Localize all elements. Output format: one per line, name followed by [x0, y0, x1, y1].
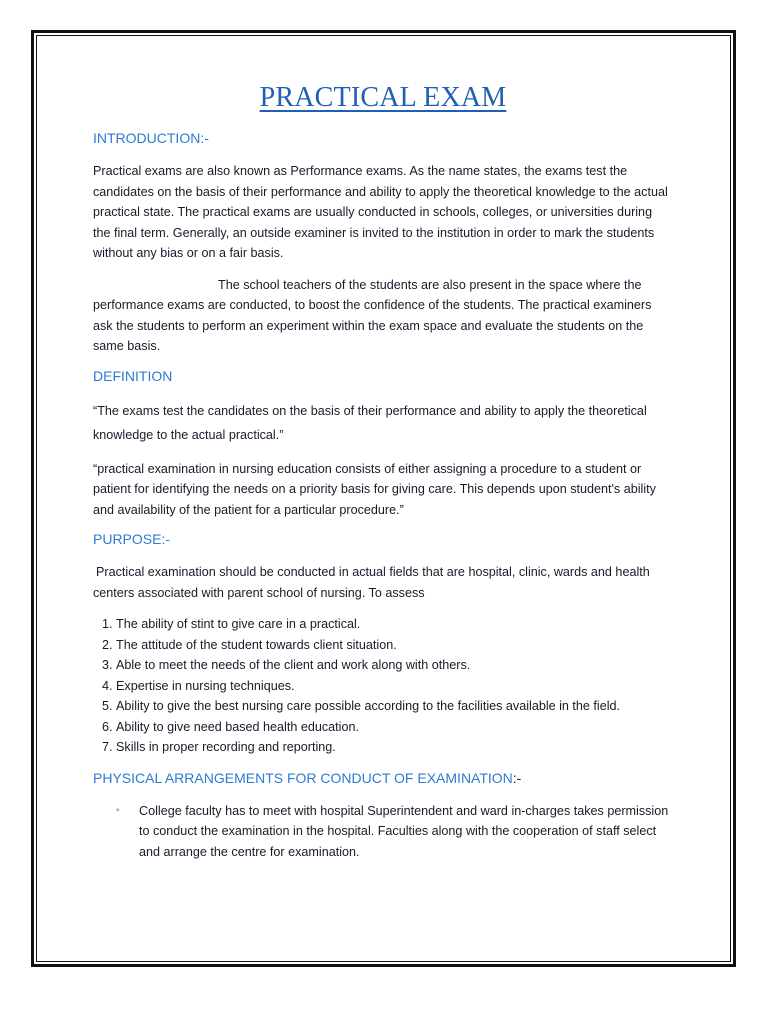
introduction-heading: INTRODUCTION:- — [93, 130, 209, 146]
arrangements-heading-tail: :- — [512, 769, 522, 786]
document-title: PRACTICAL EXAM — [259, 82, 507, 113]
purpose-list — [93, 614, 673, 758]
introduction-paragraph-1: Practical exams are also known as Performance exams. As the name states, the exams test the candidates on the basis of their performance and ability to apply the theoretical knowledge to the actual practical state. The practical exams are usually conducted in schools, colleges, or universities during the final term. Generally, an outside examiner is invited to the institution in order to mark the students without any bias or on a fair basis. — [93, 164, 668, 260]
purpose-intro: Practical examination should be conducted in actual fields that are hospital, clinic, wards and health centers associated with parent school of nursing. To assess — [93, 565, 650, 600]
document-content — [93, 82, 673, 862]
purpose-heading: PURPOSE:- — [93, 531, 171, 547]
list-item: 5. Ability to give the best nursing care possible according to the facilities available in the field. — [116, 696, 673, 717]
introduction-paragraph-2: The school teachers of the students are also present in the space where the performance exams are conducted, to boost the confidence of the students. The practical examiners ask the students to perform an experiment within the exam space and evaluate the students on the same basis. — [93, 277, 652, 353]
list-item — [116, 801, 673, 863]
list-item: 1. The ability of stint to give care in a practical. — [116, 614, 673, 635]
arrangements-heading — [93, 770, 673, 786]
list-item: 7. Skills in proper recording and reporting. — [116, 737, 673, 758]
list-item: 4. Expertise in nursing techniques. — [116, 676, 673, 697]
definition-heading: DEFINITION — [93, 367, 173, 384]
definition-quote-2: “practical examination in nursing education consists of either assigning a procedure to a student or patient for identifying the needs on a priority basis for giving care. This depends upon student's ability and availability of the patient for a particular procedure.” — [93, 461, 656, 517]
list-item: 2. The attitude of the student towards client situation. — [116, 635, 673, 656]
definition-quote-1: “The exams test the candidates on the basis of their performance and ability to apply the theoretical knowledge to the actual practical.” — [93, 403, 647, 442]
bullet-icon: ◦ — [116, 804, 120, 816]
list-item-text: College faculty has to meet with hospital Superintendent and ward in-charges takes permission to conduct the examination in the hospital. Faculties along with the cooperation of staff select and arrange the centre for examination. — [139, 803, 669, 859]
list-item: 6. Ability to give need based health education. — [116, 717, 673, 738]
list-item: 3. Able to meet the needs of the client and work along with others. — [116, 655, 673, 676]
arrangements-list — [93, 801, 673, 863]
arrangements-heading-text: PHYSICAL ARRANGEMENTS FOR CONDUCT OF EXAMINATION — [93, 769, 513, 786]
